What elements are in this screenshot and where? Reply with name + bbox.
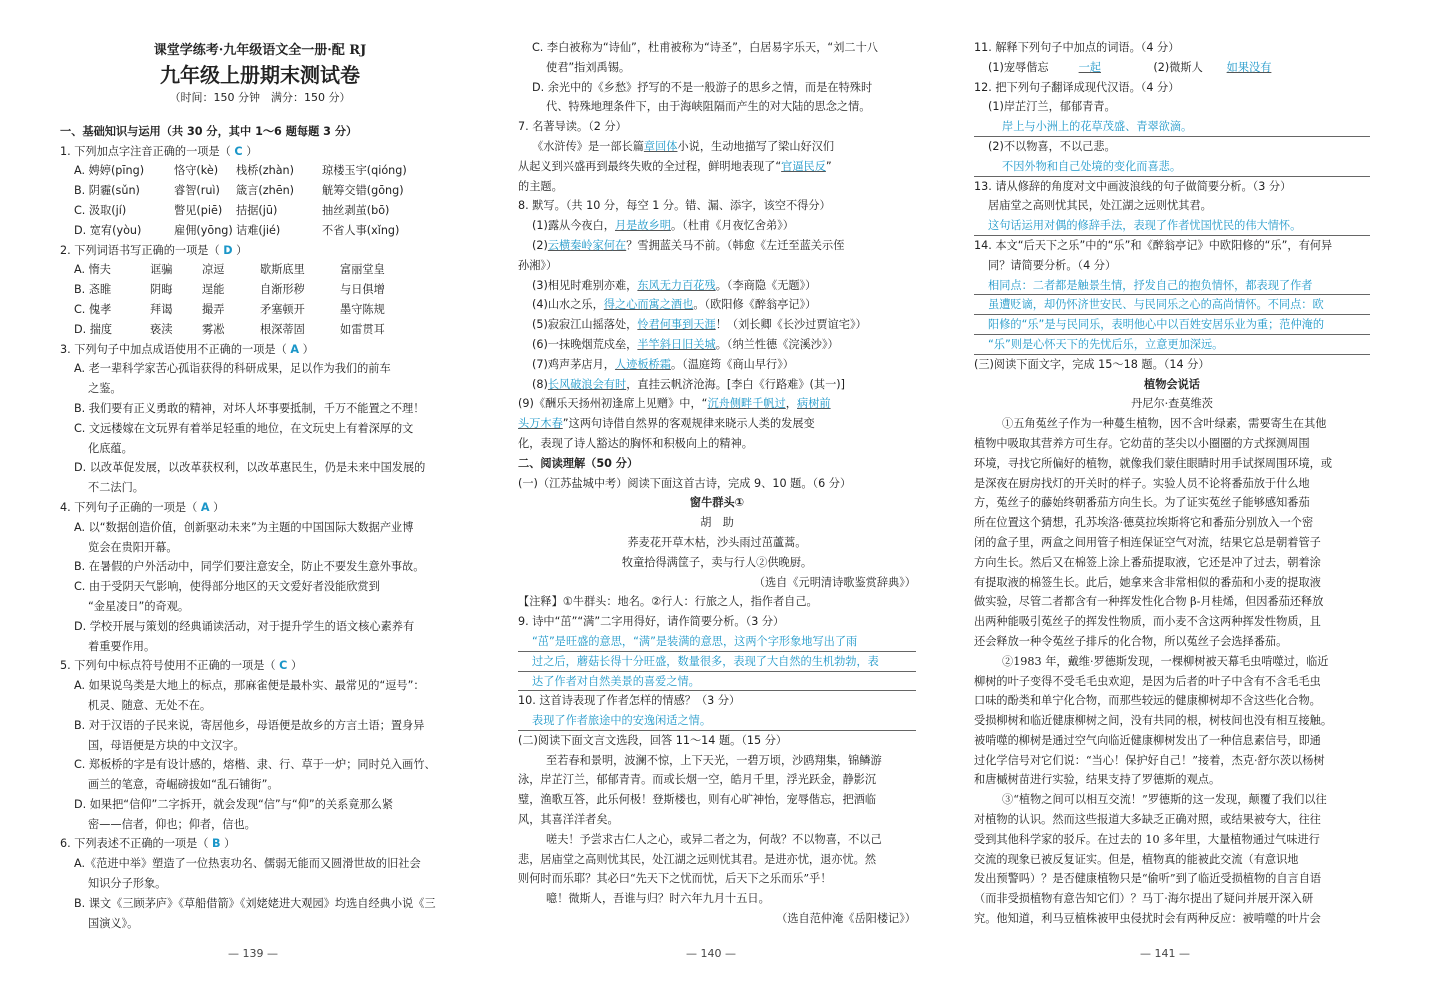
option-cell: 矛塞顿开 (260, 302, 305, 316)
option-line-cont: 着重要作用。 (88, 639, 156, 653)
option-line-cont: 密——信者，仰也；仰者，信也。 (88, 817, 256, 831)
dictation-fill: 怜君何事到天涯 (637, 318, 716, 332)
option-cell: 雾凇 (202, 322, 225, 336)
q7-line-1: 《水浒传》是一部长篇章回体小说，生动地描写了梁山好汉们 (532, 139, 835, 153)
page-140 (518, 0, 916, 929)
dictation-post: 。（温庭筠《商山早行》） (670, 357, 794, 371)
q13-quote: 居庙堂之高则忧其民，处江湖之远则忧其君。 (988, 199, 1212, 213)
option-line: A. 如果说鸟类是大地上的标点，那麻雀便是最朴实、最常见的“逗号”： (74, 679, 425, 693)
poem-note: 【注释】①牛群头：地名。②行人：行旅之人，指作者自己。 (518, 595, 818, 609)
option-line: C. 由于受阴天气影响，使得部分地区的天文爱好者没能欣赏到 (74, 580, 380, 594)
q12-stem: 12. 把下列句子翻译成现代汉语。（4 分） (974, 80, 1180, 94)
passage-line: 究。他知道，利马豆植株被甲虫侵扰时会有两种反应：被啃噬的叶片会 (974, 912, 1321, 926)
passage-line: ③“植物之间可以相互交流！”罗德斯的这一发现，颠覆了我们以往 (1002, 793, 1327, 807)
option-line-cont: 化底蕴。 (88, 441, 133, 455)
q7-fill-1: 章回体 (643, 139, 678, 153)
dictation-line (518, 236, 916, 256)
passage-line: 悲，居庙堂之高则忧其民，处江湖之远则忧其君。是进亦忧，退亦忧。然 (518, 852, 877, 866)
passage-line: 是深夜在厨房找灯的开关时的样子。实验人员不论将番茄放于什么地 (974, 476, 1310, 490)
option-line-cont: 画兰的笔意，奇崛磅拔如“乱石铺街”。 (88, 778, 279, 792)
option-cell: 觥筹交错(gōng) (322, 184, 404, 198)
q4-options (60, 518, 460, 657)
passage-line: 则何时而乐耶？其必曰“先天下之忧而忧，后天下之乐而乐”乎！ (518, 872, 832, 886)
dictation-post: 。（纳兰性德《浣溪沙》） (715, 337, 839, 351)
passage-line: 柳树的叶子变得不受毛毛虫欢迎，是因为后者的叶子中含有不含毛毛虫 (974, 674, 1321, 688)
q1-answer: C (234, 144, 243, 158)
dictation-post: ！（刘长卿《长沙过贾谊宅》） (715, 318, 867, 332)
option-line: B. 我们要有正义勇敢的精神，对坏人坏事要抵制，千万不能置之不理！ (74, 401, 425, 415)
dictation-post: ？雪拥蓝关马不前。（韩愈《左迁至蓝关示侄 (626, 238, 845, 252)
q11-items: (1)宠辱偕忘 一起 (2)微斯人 如果没有 (988, 60, 1272, 74)
passage-line: （而非受损植物有意告知它们）？马丁·海尔提出了疑问并展开深入研 (974, 892, 1314, 906)
option-cell: 栈桥(zhàn) (236, 164, 295, 178)
dictation-fill: 得之心而寓之酒也 (603, 298, 694, 312)
book-header: 课堂学练考·九年级语文全一册·配 RJ (153, 43, 367, 58)
option-line-cont: 知识分子形象。 (88, 877, 167, 891)
option-cell: C. 汲取(jí) (74, 203, 127, 217)
article-author: 丹尼尔·查莫维茨 (1131, 397, 1213, 411)
dictation-pre: (7)鸡声茅店月， (532, 357, 615, 371)
option-cell: 抽丝剥茧(bō) (322, 203, 390, 217)
answer-line: 阳修的“乐”是与民同乐，表明他心中以百姓安居乐业为重；范仲淹的 (974, 315, 1370, 335)
q12-2: (2)不以物喜，不以己悲。 (988, 139, 1116, 153)
q14-stem-2: 同？请简要分析。（4 分） (988, 258, 1117, 272)
section-1-heading: 一、基础知识与运用（共 30 分，其中 1～6 题每题 3 分） (60, 124, 358, 138)
option-cell: 歇斯底里 (260, 263, 305, 277)
passage-line: 所在位置这个猜想，孔苏埃洛·德莫拉埃斯将它和番茄分别放入一个密 (974, 516, 1314, 530)
answer-line: “茁”是旺盛的意思，“满”是装满的意思，这两个字形象地写出了雨 (518, 632, 916, 652)
option-line: B. 在暑假的户外活动中，同学们要注意安全，防止不要发生意外事故。 (74, 560, 425, 574)
option-line-cont: “金星凌日”的奇观。 (88, 599, 190, 613)
dictation-post: 。（李商隐《无题》） (715, 278, 817, 292)
q12-2-answer: 不因外物和自己处境的变化而喜悲。 (974, 157, 1370, 177)
dictation-pre: (3)相见时难别亦难， (532, 278, 638, 292)
option-cell: 拜谒 (150, 302, 173, 316)
dictation-post: 。（杜甫《月夜忆舍弟》） (670, 219, 794, 233)
option-line-cont: 不二法门。 (88, 481, 144, 495)
q2-answer: D (223, 243, 233, 257)
option-cell: 富丽堂皇 (340, 263, 385, 277)
passage-line: 有提取液的棉签生长。此后，她拿来含非常相似的番茄和小麦的提取液 (974, 575, 1321, 589)
answer-line: 过之后，蘑菇长得十分旺盛，数量很多，表现了大自然的生机勃勃，表 (518, 652, 916, 672)
q13-stem: 13. 请从修辞的角度对文中画波浪线的句子做简要分析。（3 分） (974, 179, 1292, 193)
dictation-line (518, 216, 916, 236)
poem-title: 窗牛群头① (689, 496, 745, 510)
q12-1-answer: 岸上与小洲上的花草茂盛、青翠欲滴。 (974, 117, 1370, 137)
passage-line: 还会释放一种令菟丝子排斥的化合物，所以菟丝子会选择番茄。 (974, 634, 1288, 648)
option-line: B. 对于汉语的子民来说，寄居他乡，母语便是故乡的方言土语；置身异 (74, 718, 425, 732)
passage-line: 出两种能吸引菟丝子的挥发性物质，而小麦不含这两种挥发性物质，且 (974, 615, 1321, 629)
option-cell: 亵渎 (150, 322, 173, 336)
passage-line: 至若春和景明，波澜不惊，上下天光，一碧万顷，沙鸥翔集，锦鳞游 (546, 753, 882, 767)
option-line: C. 文远楼嫁在文玩界有着举足轻重的地位，在文玩史上有着深厚的文 (74, 421, 414, 435)
option-cell: 雇佣(yōng) (174, 223, 233, 237)
passage-line: 嗟夫！予尝求古仁人之心，或异二者之为，何哉？不以物喜，不以己 (546, 832, 882, 846)
option-cell: C. 傀孝 (74, 302, 112, 316)
passage-line: 泳，岸芷汀兰，郁郁青青。而或长烟一空，皓月千里，浮光跃金，静影沉 (518, 773, 877, 787)
passage-line: 和唐槭树苗进行实验，结果支持了罗德斯的观点。 (974, 773, 1221, 787)
option-line: D. 学校开展与策划的经典诵读活动，对于提升学生的语文核心素养有 (74, 619, 415, 633)
q1-stem: 1. 下列加点字注音正确的一项是（ C ） (60, 144, 258, 158)
prose-passage (518, 751, 916, 909)
dictation-fill: 云横秦岭家何在 (547, 238, 627, 252)
passage-line: 过化学信号对它们说：“当心！保护好自己！”接着，杰克·舒尔茨以杨树 (974, 753, 1325, 767)
exam-title: 九年级上册期末测试卷 (160, 63, 360, 87)
reading-2-intro: (二)阅读下面文言文选段，回答 11～14 题。（15 分） (518, 733, 788, 747)
q8-9-line-2: 头万木春”这两句诗借自然界的客观规律来晓示人类的发展变 (518, 417, 815, 431)
passage-line: 对植物的认识。然而这些报道大多缺乏正确对照，或结果被夸大，往往 (974, 813, 1321, 827)
option-row (60, 161, 460, 181)
option-cell: 诓骗 (150, 263, 173, 277)
option-cell: 撮弄 (202, 302, 225, 316)
option-line: A.《范进中举》塑造了一位热衷功名、儒弱无能而又圆滑世故的旧社会 (74, 857, 421, 871)
answer-line: 虽遭贬谪，却仍怀济世安民、与民同乐之心的高尚情怀。不同点：欧 (974, 295, 1370, 315)
dictation-pre: (5)寂寂江山摇落处， (532, 318, 638, 332)
option-cell: D. 揣度 (74, 322, 113, 336)
option-line: C. 李白被称为“诗仙”，杜甫被称为“诗圣”，白居易字乐天，“刘二十八 (532, 41, 878, 54)
dictation-pre: (6)一抹晚烟荒戍垒， (532, 337, 638, 351)
option-cell: A. 娉婷(pīng) (74, 164, 145, 178)
dictation-line (518, 355, 916, 375)
dictation-line (518, 315, 916, 335)
q2-options (60, 260, 460, 339)
section-2-heading: 二、阅读理解（50 分） (518, 456, 639, 470)
option-line-cont: 国演义》。 (88, 916, 139, 930)
q6-answer: B (212, 837, 221, 851)
option-row (60, 320, 460, 340)
option-cell: B. 忞睢 (74, 283, 112, 297)
q13-answer: 这句话运用对偶的修辞手法，表现了作者忧国忧民的伟大情怀。 (974, 216, 1370, 236)
option-cell: 与日俱增 (340, 283, 385, 297)
answer-line: “乐”则是心怀天下的先忧后乐，立意更加深远。 (974, 335, 1370, 355)
page-number-140: — 140 — (686, 947, 736, 960)
option-cell: 凉逗 (202, 263, 225, 277)
option-cell: 如雷贯耳 (340, 322, 385, 336)
option-cell: 墨守陈规 (340, 302, 385, 316)
dictation-line (518, 256, 916, 276)
option-line: A. 以“数据创造价值，创新驱动未来”为主题的中国国际大数据产业博 (74, 520, 414, 534)
option-line-cont: 览会在贵阳开幕。 (88, 540, 178, 554)
option-row (60, 181, 460, 201)
page-number-141: — 141 — (1140, 947, 1190, 960)
q11-stem: 11. 解释下列句子中加点的词语。（4 分） (974, 41, 1180, 54)
q3-answer: A (290, 342, 300, 356)
article-body (974, 414, 1370, 929)
option-row (60, 201, 460, 221)
option-line: C. 郑板桥的字是有设计感的，熔楷、隶、行、草于一炉；同时兑入画竹、 (74, 758, 436, 772)
dictation-pre: 孙湘》） (518, 258, 558, 272)
option-cell: 根深蒂固 (260, 322, 305, 336)
q9-stem: 9. 诗中“茁”“满”二字用得好，请作简要分析。（3 分） (518, 615, 785, 629)
option-cell: B. 阴霾(sǔn) (74, 184, 140, 198)
poem-source: （选自《元明清诗歌鉴赏辞典》） (753, 575, 916, 589)
q3-options (60, 359, 460, 498)
dictation-pre: (8) (532, 377, 548, 391)
q9-answer (518, 632, 916, 691)
option-line: D. 以改革促发展，以改革获权利，以改革惠民生，仍是未来中国发展的 (74, 461, 426, 475)
q5-options (60, 676, 460, 834)
option-cell: 不省人事(xǐng) (322, 223, 400, 237)
option-cell: 诘难(jié) (236, 223, 281, 237)
passage-line: ①五角菟丝子作为一种蔓生植物，因不含叶绿素，需要寄生在其他 (1002, 417, 1327, 431)
q10-stem: 10. 这首诗表现了作者怎样的情感？（3 分） (518, 694, 741, 708)
option-cell: A. 惰夫 (74, 263, 111, 277)
article-title: 植物会说话 (1144, 377, 1200, 391)
answer-line: 达了作者对自然美景的喜爱之情。 (518, 672, 916, 692)
q6-options (60, 854, 460, 933)
q3-stem: 3. 下列句子中加点成语使用不正确的一项是（ A ） (60, 342, 314, 356)
option-cell: 阴晦 (150, 283, 173, 297)
page-number-139: — 139 — (228, 947, 278, 960)
dictation-post: ，直挂云帆济沧海。[李白《行路难》(其一)] (626, 377, 846, 391)
poem-line-2: 牧童拾得满筐子，卖与行人②供晚厨。 (621, 555, 813, 569)
dictation-line (518, 375, 916, 395)
answer-line: 相同点：二者都是触景生情，抒发自己的抱负情怀，都表现了作者 (974, 276, 1370, 296)
prose-source: （选自范仲淹《岳阳楼记》） (776, 912, 916, 926)
q7-stem: 7. 名著导读。（2 分） (518, 120, 627, 134)
q8-items (518, 216, 916, 394)
q5-answer: C (279, 659, 288, 673)
option-line: D. 如果把“信仰”二字拆开，就会发现“信”与“仰”的关系竟那么紧 (74, 797, 394, 811)
option-cell: 琼楼玉宇(qióng) (322, 164, 407, 178)
option-line-cont: 使君”指刘禹锡。 (546, 60, 631, 74)
dictation-line (518, 335, 916, 355)
option-cell: 睿智(ruì) (174, 184, 220, 198)
reading-1-intro: (一)（江苏盐城中考）阅读下面这首古诗，完成 9、10 题。（6 分） (518, 476, 852, 490)
passage-line: 被啃噬的柳树是通过空气向临近健康柳树发出了一种信息素信号，即通 (974, 733, 1321, 747)
option-line: B. 课文《三顾茅庐》《草船借箭》《刘姥姥进大观园》均选自经典小说《三 (74, 896, 436, 910)
passage-line: 方向生长。然后又在棉签上涂上番茄提取液，它还是冲了过去，朝着涂 (974, 555, 1321, 569)
option-row (60, 260, 460, 280)
option-line-cont: 之鉴。 (88, 382, 122, 396)
passage-line: 发出预警吗）？是否健康植物只是“偷听”到了临近受损植物的自言自语 (974, 872, 1322, 886)
passage-line: 受到其他科学家的驳斥。在过去的 10 多年里，大量植物通过气味进行 (974, 832, 1320, 846)
q6-options-cont (518, 38, 916, 117)
poem-author: 胡 助 (700, 516, 734, 530)
passage-line: 闭的盒子里，两盒之间用管子相连保证空气对流，结果它总是朝着管子 (974, 535, 1321, 549)
dictation-pre: (1)露从今夜白， (532, 219, 615, 233)
reading-3-intro: (三)阅读下面文字，完成 15～18 题。（14 分） (974, 357, 1210, 371)
dictation-fill: 半竿斜日旧关城 (637, 337, 716, 351)
option-cell: 恪守(kè) (174, 164, 219, 178)
option-cell: 拮据(jū) (236, 203, 278, 217)
q6-stem: 6. 下列表述不正确的一项是（ B ） (60, 837, 236, 851)
q1-options (60, 161, 460, 240)
q12-1: (1)岸芷汀兰，郁郁青青。 (988, 100, 1116, 114)
dictation-pre: (4)山水之乐， (532, 298, 604, 312)
option-cell: 箴言(zhēn) (236, 184, 295, 198)
dictation-fill: 长风破浪会有时 (547, 377, 627, 391)
q8-9-line-1: (9)《酬乐天扬州初逢席上见赠》中，“沉舟侧畔千帆过，病树前 (518, 397, 831, 411)
option-line-cont: 机灵、随意、无处不在。 (88, 698, 212, 712)
passage-line: 噫！微斯人，吾谁与归？时六年九月十五日。 (546, 892, 770, 906)
dictation-fill: 月是故乡明 (614, 219, 671, 233)
dictation-pre: (2) (532, 238, 548, 252)
option-line: D. 余光中的《乡愁》抒写的不是一般游子的思乡之情，而是在特殊时 (532, 80, 873, 94)
passage-line: 受损柳树和临近健康柳树之间，没有共同的根，树枝间也没有相互接触。 (974, 714, 1333, 728)
passage-line: 植物中吸取其营养方可生存。它幼苗的茎尖以小圈圈的方式探测周围 (974, 436, 1310, 450)
passage-line: 环境，寻找它所偏好的植物，就像我们蒙住眼睛时用手试探周围环境，或 (974, 456, 1333, 470)
q7-line-2: 从起义到兴盛再到最终失败的全过程，鲜明地表现了“官逼民反” (518, 159, 832, 173)
q8-stem: 8. 默写。（共 10 分，每空 1 分。错、漏、添字，该空不得分） (518, 199, 831, 213)
q14-stem-1: 14. 本文“后天下之乐”中的“乐”和《醉翁亭记》中欧阳修的“乐”，有何异 (974, 238, 1333, 252)
option-line-cont: 国，母语便是方块的中文汉字。 (88, 738, 245, 752)
exam-time: （时间：150 分钟 满分：150 分） (169, 91, 351, 104)
option-cell: 逞能 (202, 283, 225, 297)
option-line-cont: 代、特殊地理条件下，由于海峡阻隔而产生的对大陆的思念之情。 (546, 100, 871, 114)
q4-answer: A (200, 500, 210, 514)
option-row (60, 221, 460, 241)
option-row (60, 300, 460, 320)
option-row (60, 280, 460, 300)
passage-line: 方，菟丝子的藤始终朝番茄方向生长。为了证实菟丝子能够感知番茄 (974, 496, 1310, 510)
q4-stem: 4. 下列句子正确的一项是（ A ） (60, 500, 225, 514)
option-cell: 自渐形秽 (260, 283, 305, 297)
option-cell: 瞥见(piē) (174, 203, 223, 217)
passage-line: 做实验，尽管二者都含有一种挥发性化合物 β-月桂烯，但因番茄还释放 (974, 595, 1324, 609)
dictation-post: 。（欧阳修《醉翁亭记》） (693, 298, 817, 312)
q2-stem: 2. 下列词语书写正确的一项是（ D ） (60, 243, 248, 257)
page-139 (60, 0, 460, 933)
dictation-fill: 人迹板桥霜 (614, 357, 671, 371)
dictation-fill: 东风无力百花残 (637, 278, 716, 292)
passage-line: 璧，渔歌互答，此乐何极！登斯楼也，则有心旷神怡，宠辱偕忘，把酒临 (518, 793, 877, 807)
option-line: A. 老一辈科学家苦心孤诣获得的科研成果，足以作为我们的前车 (74, 362, 391, 376)
passage-line: 口味的酚类和单宁化合物，而那些较远的健康柳树却不含这些化合物。 (974, 694, 1321, 708)
q5-stem: 5. 下列句中标点符号使用不正确的一项是（ C ） (60, 659, 303, 673)
page-141 (974, 0, 1370, 929)
q8-9-line-3: 化，表现了诗人豁达的胸怀和积极向上的精神。 (518, 436, 753, 450)
dictation-line (518, 295, 916, 315)
q14-answer (974, 276, 1370, 355)
q10-answer: 表现了作者旅途中的安逸闲适之情。 (518, 711, 916, 731)
option-cell: D. 宽宥(yòu) (74, 223, 142, 237)
passage-line: 交流的现象已被反复证实。但是，植物真的能被此交流（有意识地 (974, 852, 1299, 866)
q7-line-3: 的主题。 (518, 179, 563, 193)
q7-fill-2: 官逼民反 (781, 159, 826, 173)
passage-line: 风，其喜洋洋者矣。 (518, 813, 619, 827)
poem-line-1: 荞麦花开草木枯，沙头雨过茁蘆蒿。 (627, 535, 807, 549)
passage-line: ②1983 年，戴维·罗德斯发现，一棵柳树被天幕毛虫啃噬过，临近 (1002, 654, 1329, 668)
dictation-line (518, 276, 916, 296)
